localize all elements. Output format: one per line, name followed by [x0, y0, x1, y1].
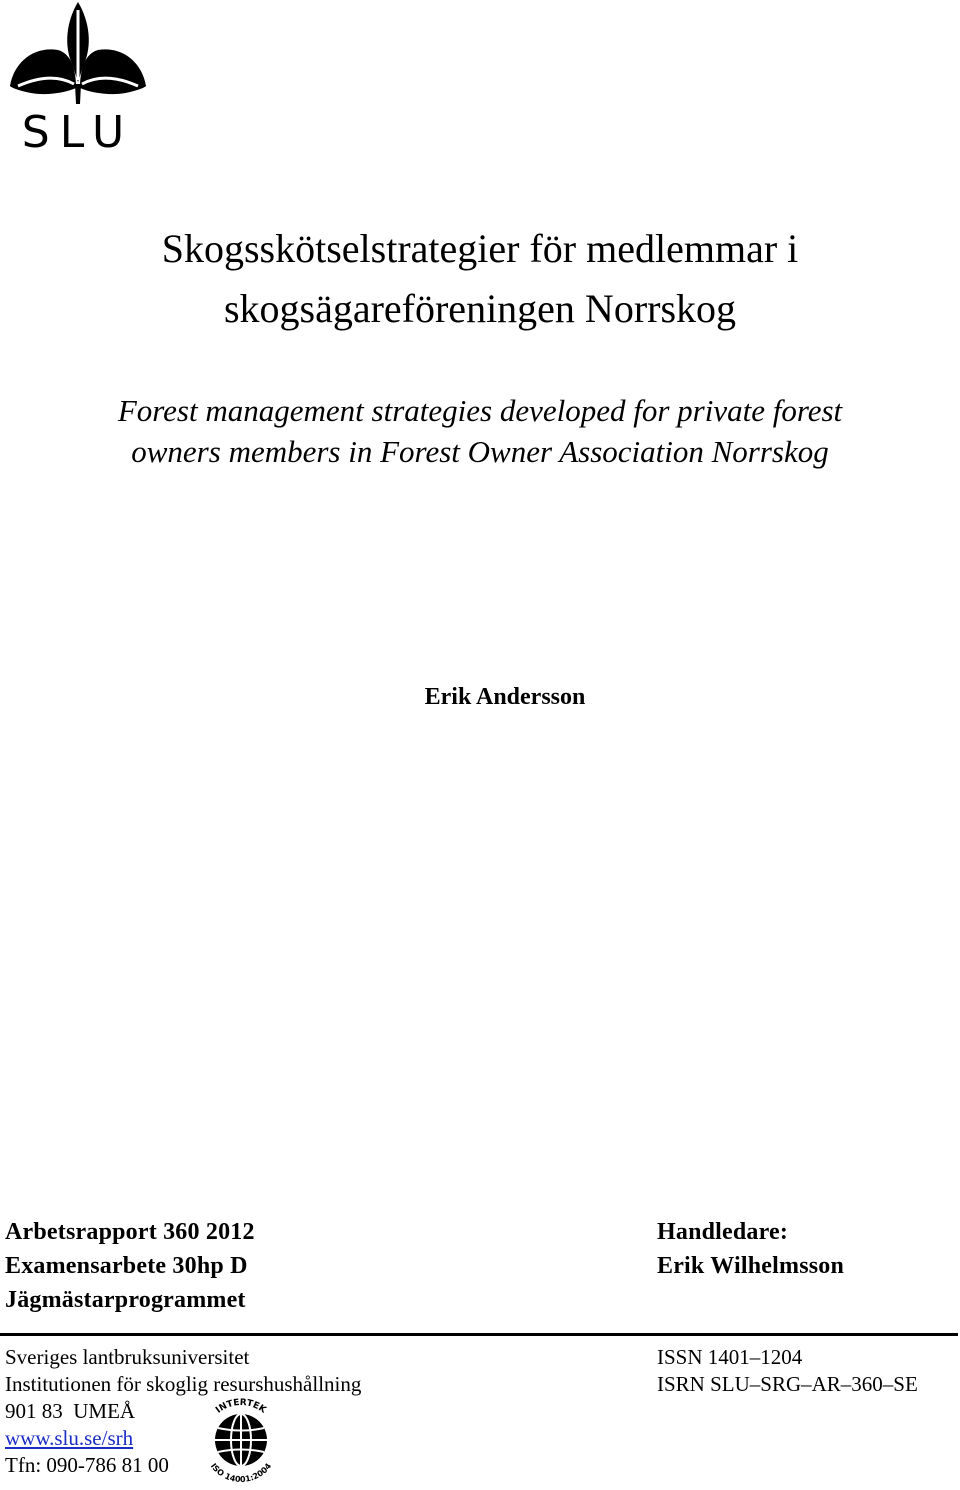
postal-address: 901 83 UMEÅ	[5, 1399, 136, 1423]
slu-leaf-logo-icon	[6, 0, 150, 150]
website-link[interactable]: www.slu.se/srh	[5, 1426, 134, 1450]
issn: ISSN 1401–1204	[657, 1345, 803, 1369]
logo-text: SLU	[21, 107, 135, 150]
department-name: Institutionen för skoglig resurshushållning	[5, 1372, 362, 1396]
supervisor-name: Erik Wilhelmsson	[657, 1253, 845, 1279]
isrn: ISRN SLU–SRG–AR–360–SE	[657, 1372, 918, 1396]
cert-bottom-text: ISO 14001:2004	[208, 1461, 274, 1485]
thesis-type: Examensarbete 30hp D	[5, 1253, 248, 1279]
university-name: Sveriges lantbruksuniversitet	[5, 1345, 250, 1369]
title-line-1: Skogsskötselstrategier för medlemmar i	[161, 226, 799, 271]
iso-certification-logo	[196, 1395, 286, 1485]
program-name: Jägmästarprogrammet	[5, 1287, 246, 1313]
supervisor-label: Handledare:	[657, 1219, 789, 1245]
intertek-iso-globe-icon	[196, 1395, 286, 1485]
phone-number: Tfn: 090-786 81 00	[5, 1453, 169, 1477]
author-name: Erik Andersson	[424, 684, 586, 710]
cert-top-text: INTERTEK	[214, 1397, 268, 1416]
footer-identifiers	[657, 1344, 918, 1398]
subtitle-line-1: Forest management strategies developed for private forest	[117, 393, 843, 428]
footer-address	[5, 1344, 361, 1479]
title-line-2: skogsägareföreningen Norrskog	[223, 286, 737, 331]
slu-logo	[6, 0, 150, 150]
subtitle-line-2: owners members in Forest Owner Association Norrskog	[131, 434, 829, 469]
footer-divider	[0, 1333, 958, 1336]
report-number: Arbetsrapport 360 2012	[5, 1219, 255, 1245]
supervisor-info	[657, 1214, 844, 1282]
report-info	[5, 1214, 255, 1316]
